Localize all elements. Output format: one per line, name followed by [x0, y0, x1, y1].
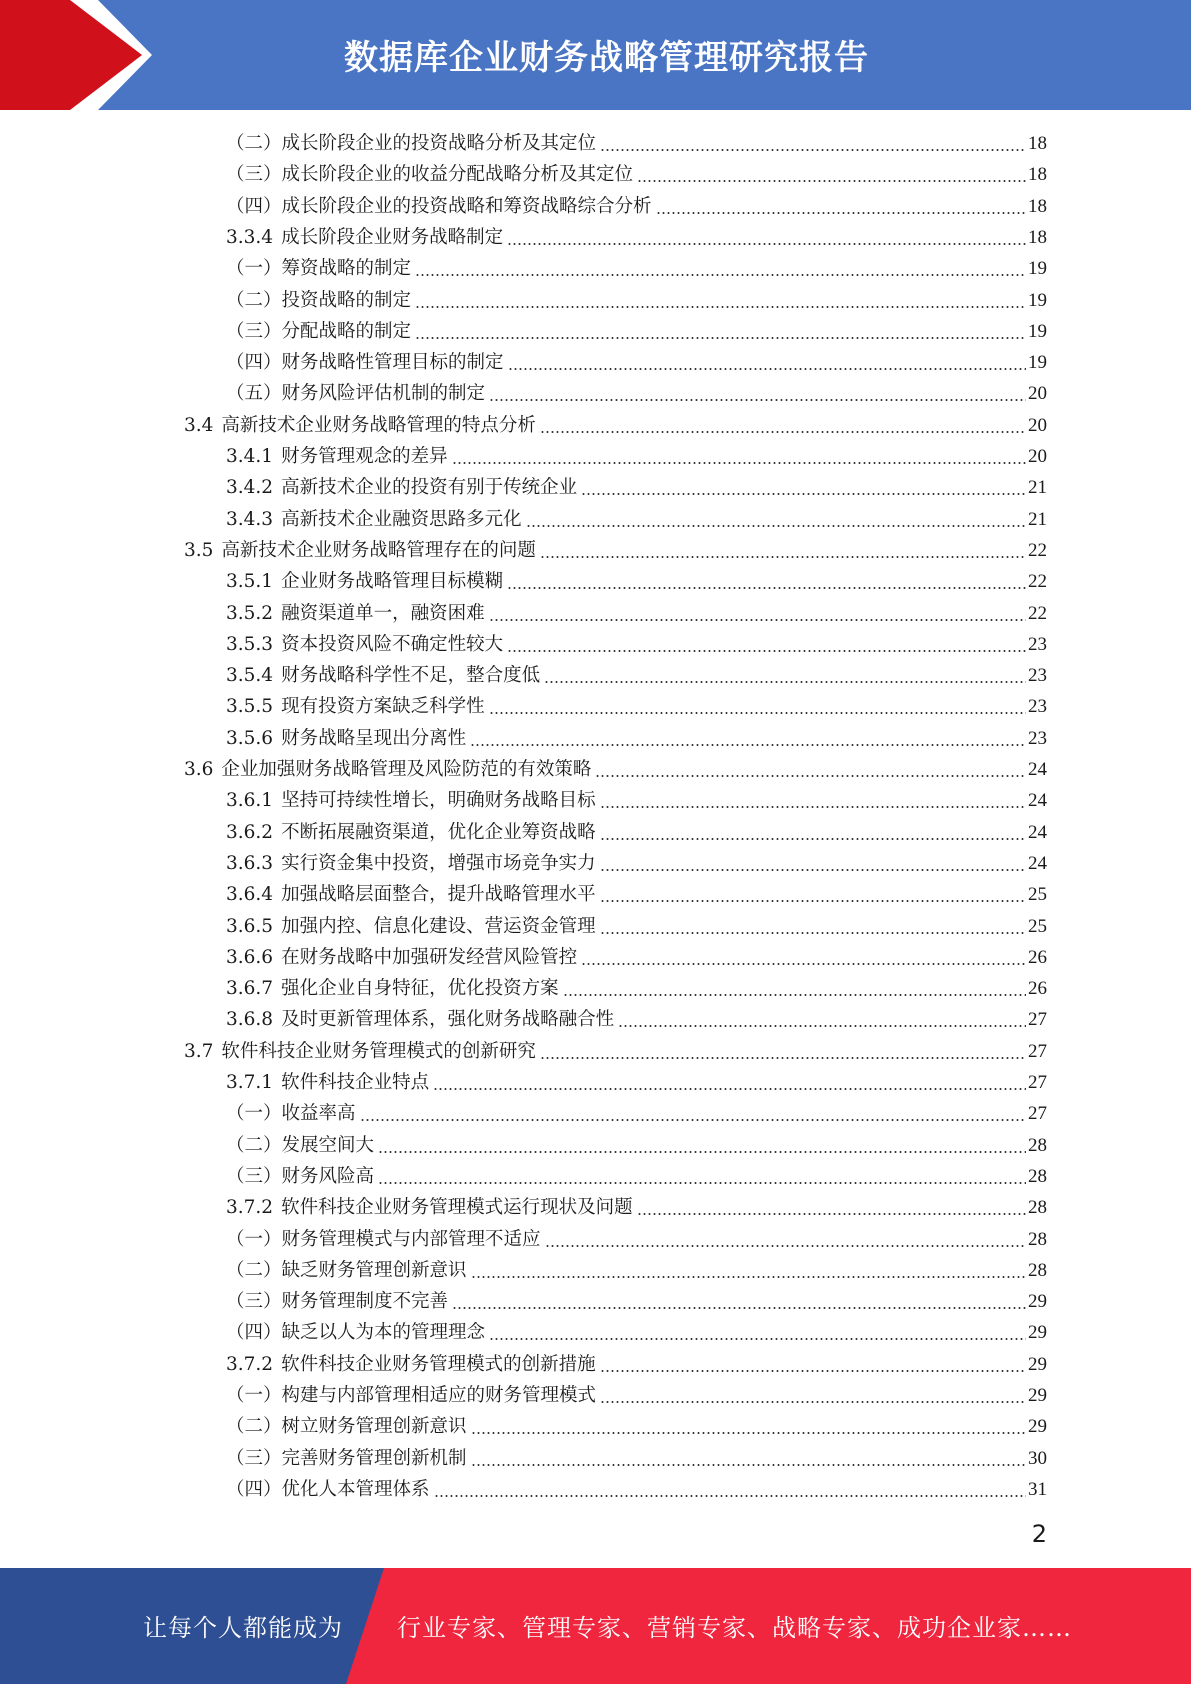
toc-entry-page: 29	[1028, 1416, 1047, 1437]
toc-entry[interactable]	[184, 535, 1047, 566]
toc-entry-number: 3.6.1	[226, 790, 274, 811]
toc-entry-page: 24	[1028, 853, 1047, 874]
toc-entry[interactable]	[226, 1192, 1047, 1223]
toc-entry-title: 软件科技企业财务管理模式的创新措施	[281, 1354, 596, 1375]
toc-entry-title: 加强战略层面整合，提升战略管理水平	[281, 884, 596, 905]
toc-leader-dots	[526, 525, 1026, 527]
toc-leader-dots	[637, 180, 1026, 182]
toc-entry-title: 成长阶段企业财务战略制定	[281, 227, 504, 248]
toc-leader-dots	[540, 431, 1026, 433]
toc-entry-page: 24	[1028, 759, 1047, 780]
toc-leader-dots	[489, 399, 1026, 401]
toc-leader-dots	[656, 212, 1026, 214]
toc-entry[interactable]	[226, 1130, 1047, 1161]
toc-entry-page: 19	[1028, 290, 1047, 311]
toc-entry-page: 25	[1028, 884, 1047, 905]
toc-entry-page: 24	[1028, 790, 1047, 811]
toc-entry[interactable]	[184, 754, 1047, 785]
toc-entry[interactable]	[226, 472, 1047, 503]
toc-entry-number: 3.6.4	[226, 884, 274, 905]
toc-leader-dots	[378, 1182, 1026, 1184]
toc-entry-title: 财务管理观念的差异	[281, 446, 448, 467]
toc-leader-dots	[581, 963, 1026, 965]
toc-entry-title: （一）筹资战略的制定	[226, 258, 412, 279]
toc-leader-dots	[600, 838, 1026, 840]
toc-entry[interactable]	[226, 1067, 1047, 1098]
toc-entry[interactable]	[226, 1286, 1047, 1317]
toc-entry-title: 不断拓展融资渠道，优化企业筹资战略	[281, 822, 596, 843]
toc-entry-page: 29	[1028, 1354, 1047, 1375]
toc-entry-page: 26	[1028, 947, 1047, 968]
toc-leader-dots	[452, 1307, 1026, 1309]
toc-entry-page: 21	[1028, 509, 1047, 530]
toc-entry-page: 24	[1028, 822, 1047, 843]
toc-entry-title: （二）成长阶段企业的投资战略分析及其定位	[226, 133, 597, 154]
toc-entry-page: 22	[1028, 540, 1047, 561]
toc-entry[interactable]	[226, 660, 1047, 691]
toc-entry-page: 19	[1028, 321, 1047, 342]
toc-entry[interactable]	[226, 128, 1047, 159]
toc-entry-page: 27	[1028, 1103, 1047, 1124]
toc-entry-title: （三）完善财务管理创新机制	[226, 1448, 467, 1469]
toc-entry[interactable]	[226, 1380, 1047, 1411]
toc-entry[interactable]	[226, 598, 1047, 629]
toc-leader-dots	[540, 1057, 1026, 1059]
toc-entry-number: 3.4.2	[226, 477, 274, 498]
toc-entry-page: 25	[1028, 916, 1047, 937]
toc-entry-title: 高新技术企业财务战略管理的特点分析	[221, 415, 536, 436]
toc-leader-dots	[489, 619, 1026, 621]
toc-leader-dots	[637, 1213, 1026, 1215]
toc-leader-dots	[489, 1338, 1026, 1340]
toc-entry-title: （三）财务管理制度不完善	[226, 1291, 449, 1312]
toc-entry[interactable]	[226, 911, 1047, 942]
toc-entry[interactable]	[226, 629, 1047, 660]
toc-entry-title: 加强内控、信息化建设、营运资金管理	[281, 916, 596, 937]
toc-entry-title: 高新技术企业的投资有别于传统企业	[281, 477, 578, 498]
toc-leader-dots	[471, 1276, 1026, 1278]
toc-entry-number: 3.6.3	[226, 853, 274, 874]
toc-leader-dots	[507, 650, 1026, 652]
toc-entry-title: （三）分配战略的制定	[226, 321, 412, 342]
toc-entry-page: 28	[1028, 1166, 1047, 1187]
toc-entry-title: 企业加强财务战略管理及风险防范的有效策略	[221, 759, 592, 780]
toc-entry-page: 21	[1028, 477, 1047, 498]
toc-leader-dots	[433, 1088, 1026, 1090]
toc-entry-title: 融资渠道单一，融资困难	[281, 603, 485, 624]
toc-entry-page: 29	[1028, 1385, 1047, 1406]
toc-entry[interactable]	[226, 347, 1047, 378]
toc-leader-dots	[471, 1464, 1026, 1466]
toc-entry-title: （三）成长阶段企业的收益分配战略分析及其定位	[226, 164, 634, 185]
toc-entry-number: 3.7.2	[226, 1197, 274, 1218]
toc-entry-title: 现有投资方案缺乏科学性	[281, 696, 485, 717]
toc-leader-dots	[563, 994, 1026, 996]
toc-entry-title: 强化企业自身特征，优化投资方案	[281, 978, 559, 999]
toc-entry-title: （二）缺乏财务管理创新意识	[226, 1260, 467, 1281]
toc-entry-title: 软件科技企业财务管理模式的创新研究	[221, 1041, 536, 1062]
toc-entry-title: （二）树立财务管理创新意识	[226, 1416, 467, 1437]
toc-entry-title: （四）缺乏以人为本的管理理念	[226, 1322, 486, 1343]
toc-entry-page: 27	[1028, 1072, 1047, 1093]
toc-entry-number: 3.6.7	[226, 978, 274, 999]
toc-entry-number: 3.5.4	[226, 665, 274, 686]
toc-entry-title: （四）成长阶段企业的投资战略和筹资战略综合分析	[226, 196, 652, 217]
toc-entry[interactable]	[226, 879, 1047, 910]
toc-entry-page: 20	[1028, 383, 1047, 404]
toc-entry-number: 3.6.2	[226, 822, 274, 843]
toc-entry[interactable]	[226, 191, 1047, 222]
toc-entry-title: （三）财务风险高	[226, 1166, 375, 1187]
toc-entry-title: 实行资金集中投资，增强市场竞争实力	[281, 853, 596, 874]
toc-entry[interactable]	[226, 1474, 1047, 1505]
toc-entry-title: （四）财务战略性管理目标的制定	[226, 352, 504, 373]
toc-entry[interactable]	[226, 1411, 1047, 1442]
toc-leader-dots	[595, 775, 1026, 777]
toc-entry-title: 高新技术企业财务战略管理存在的问题	[221, 540, 536, 561]
toc-entry-page: 28	[1028, 1229, 1047, 1250]
toc-leader-dots	[618, 1025, 1026, 1027]
toc-leader-dots	[544, 681, 1026, 683]
toc-leader-dots	[415, 274, 1026, 276]
toc-entry-title: （二）投资战略的制定	[226, 290, 412, 311]
toc-entry-number: 3.4.3	[226, 509, 274, 530]
toc-entry-number: 3.4.1	[226, 446, 274, 467]
toc-entry-page: 28	[1028, 1197, 1047, 1218]
toc-leader-dots	[507, 587, 1026, 589]
toc-entry-page: 19	[1028, 352, 1047, 373]
toc-entry-title: （五）财务风险评估机制的制定	[226, 383, 486, 404]
toc-entry-number: 3.3.4	[226, 227, 274, 248]
toc-entry-page: 28	[1028, 1135, 1047, 1156]
toc-leader-dots	[540, 556, 1026, 558]
toc-leader-dots	[360, 1119, 1026, 1121]
toc-entry-number: 3.5.2	[226, 603, 274, 624]
toc-entry-number: 3.6.6	[226, 947, 274, 968]
toc-leader-dots	[600, 149, 1026, 151]
toc-leader-dots	[508, 368, 1026, 370]
toc-entry-page: 18	[1028, 164, 1047, 185]
page-number: 2	[1031, 1520, 1047, 1548]
toc-entry-page: 20	[1028, 446, 1047, 467]
toc-entry-number: 3.4	[184, 415, 214, 436]
toc-leader-dots	[600, 900, 1026, 902]
page-footer	[0, 1568, 1191, 1684]
toc-entry-title: 财务战略科学性不足，整合度低	[281, 665, 541, 686]
toc-entry[interactable]	[226, 222, 1047, 253]
toc-entry-page: 23	[1028, 634, 1047, 655]
toc-entry[interactable]	[226, 817, 1047, 848]
toc-entry-title: 资本投资风险不确定性较大	[281, 634, 504, 655]
toc-entry-page: 31	[1028, 1479, 1047, 1500]
toc-entry-page: 27	[1028, 1041, 1047, 1062]
toc-leader-dots	[470, 744, 1026, 746]
toc-entry[interactable]	[184, 410, 1047, 441]
toc-entry-number: 3.6	[184, 759, 214, 780]
toc-entry-number: 3.7.2	[226, 1354, 274, 1375]
toc-entry-page: 23	[1028, 728, 1047, 749]
toc-entry[interactable]	[226, 159, 1047, 190]
toc-leader-dots	[489, 712, 1026, 714]
toc-entry-page: 22	[1028, 603, 1047, 624]
toc-entry[interactable]	[226, 378, 1047, 409]
toc-entry-number: 3.5.6	[226, 728, 274, 749]
toc-entry-number: 3.5	[184, 540, 214, 561]
toc-entry-page: 19	[1028, 258, 1047, 279]
toc-leader-dots	[471, 1432, 1026, 1434]
toc-entry-title: 企业财务战略管理目标模糊	[281, 571, 504, 592]
toc-entry-title: 财务战略呈现出分离性	[281, 728, 467, 749]
toc-entry[interactable]	[184, 1036, 1047, 1067]
toc-leader-dots	[600, 806, 1026, 808]
toc-entry-title: 软件科技企业特点	[281, 1072, 430, 1093]
toc-leader-dots	[600, 869, 1026, 871]
toc-entry[interactable]	[226, 1317, 1047, 1348]
toc-entry[interactable]	[226, 691, 1047, 722]
toc-entry[interactable]	[226, 1004, 1047, 1035]
toc-entry-number: 3.5.1	[226, 571, 274, 592]
toc-entry[interactable]	[226, 848, 1047, 879]
toc-entry-page: 22	[1028, 571, 1047, 592]
toc-entry[interactable]	[226, 1255, 1047, 1286]
footer-slogan-right: 行业专家、管理专家、营销专家、战略专家、成功企业家……	[397, 1614, 1072, 1642]
report-title: 数据库企业财务战略管理研究报告	[344, 38, 869, 78]
toc-leader-dots	[452, 462, 1026, 464]
toc-entry-page: 23	[1028, 696, 1047, 717]
toc-entry[interactable]	[226, 785, 1047, 816]
toc-entry-number: 3.7	[184, 1041, 214, 1062]
toc-entry[interactable]	[226, 1161, 1047, 1192]
toc-entry[interactable]	[226, 942, 1047, 973]
toc-entry[interactable]	[226, 253, 1047, 284]
toc-entry[interactable]	[226, 973, 1047, 1004]
toc-entry[interactable]	[226, 1443, 1047, 1474]
toc-entry-title: （一）收益率高	[226, 1103, 356, 1124]
toc-entry-page: 18	[1028, 196, 1047, 217]
toc-entry-title: 坚持可持续性增长，明确财务战略目标	[281, 790, 596, 811]
toc-entry-title: 软件科技企业财务管理模式运行现状及问题	[281, 1197, 633, 1218]
toc-leader-dots	[415, 306, 1026, 308]
toc-entry-title: （四）优化人本管理体系	[226, 1479, 430, 1500]
toc-leader-dots	[378, 1151, 1026, 1153]
toc-entry[interactable]	[226, 1224, 1047, 1255]
toc-entry-number: 3.6.8	[226, 1009, 274, 1030]
toc-entry-page: 28	[1028, 1260, 1047, 1281]
toc-entry-number: 3.5.3	[226, 634, 274, 655]
toc-entry-page: 18	[1028, 133, 1047, 154]
footer-slogan-left: 让每个人都能成为	[143, 1614, 343, 1642]
toc-leader-dots	[507, 243, 1026, 245]
toc-entry-number: 3.5.5	[226, 696, 274, 717]
toc-entry-number: 3.6.5	[226, 916, 274, 937]
toc-entry-title: 高新技术企业融资思路多元化	[281, 509, 522, 530]
toc-entry-page: 26	[1028, 978, 1047, 999]
toc-entry-title: （一）构建与内部管理相适应的财务管理模式	[226, 1385, 597, 1406]
toc-entry[interactable]	[226, 1098, 1047, 1129]
toc-entry-page: 20	[1028, 415, 1047, 436]
toc-entry-title: （一）财务管理模式与内部管理不适应	[226, 1229, 541, 1250]
toc-entry-page: 29	[1028, 1291, 1047, 1312]
toc-entry-title: 在财务战略中加强研发经营风险管控	[281, 947, 578, 968]
toc-leader-dots	[415, 337, 1026, 339]
toc-entry[interactable]	[226, 316, 1047, 347]
toc-leader-dots	[434, 1495, 1026, 1497]
toc-leader-dots	[600, 932, 1026, 934]
page-header	[0, 0, 1191, 110]
toc-entry-page: 27	[1028, 1009, 1047, 1030]
toc-entry[interactable]	[226, 504, 1047, 535]
toc-leader-dots	[600, 1370, 1026, 1372]
toc-entry[interactable]	[226, 441, 1047, 472]
toc-leader-dots	[581, 493, 1026, 495]
toc-entry-page: 23	[1028, 665, 1047, 686]
toc-entry-number: 3.7.1	[226, 1072, 274, 1093]
toc-entry[interactable]	[226, 723, 1047, 754]
toc-leader-dots	[600, 1401, 1026, 1403]
toc-entry[interactable]	[226, 1349, 1047, 1380]
toc-entry-title: （二）发展空间大	[226, 1135, 375, 1156]
toc-entry-page: 30	[1028, 1448, 1047, 1469]
toc-entry-title: 及时更新管理体系，强化财务战略融合性	[281, 1009, 615, 1030]
toc-entry[interactable]	[226, 285, 1047, 316]
toc-entry-page: 18	[1028, 227, 1047, 248]
toc-leader-dots	[545, 1245, 1026, 1247]
toc-entry[interactable]	[226, 566, 1047, 597]
toc-entry-page: 29	[1028, 1322, 1047, 1343]
